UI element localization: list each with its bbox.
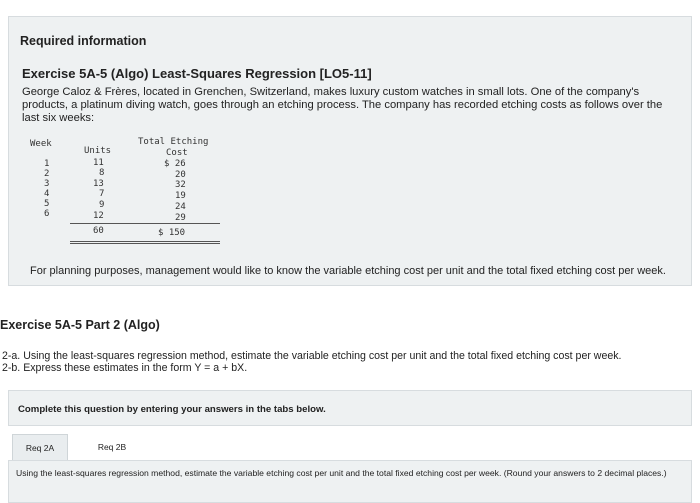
intro-paragraph: George Caloz & Frères, located in Grenchen, Switzerland, makes luxury custom watches in small lots. One of the company's products, a platinum diving watch, goes through an etching process. The company has recorded etching costs as follows over the last six weeks: xyxy=(22,86,663,124)
units-cell: 8 xyxy=(99,168,105,178)
total-units: 60 xyxy=(93,226,104,236)
week-cell: 4 xyxy=(44,189,50,199)
question-2b: 2-b. Express these estimates in the form Y = a + bX. xyxy=(2,362,248,374)
answer-prompt: Using the least-squares regression method, estimate the variable etching cost per unit and the total fixed etching cost per week. (Round your answers to 2 decimal places.) xyxy=(16,468,667,478)
total-cost: $ 150 xyxy=(158,228,186,238)
cost-cell: 20 xyxy=(175,170,186,180)
cost-cell: 24 xyxy=(175,202,186,212)
cost-cell: 19 xyxy=(175,191,186,201)
units-cell: 11 xyxy=(93,158,104,168)
col-cost-header-1: Total Etching xyxy=(138,137,209,147)
tab-req-2a[interactable]: Req 2A xyxy=(12,434,68,460)
part2-title: Exercise 5A-5 Part 2 (Algo) xyxy=(0,318,160,332)
cost-cell: 29 xyxy=(175,213,186,223)
week-cell: 3 xyxy=(44,179,50,189)
required-info-heading: Required information xyxy=(20,34,147,48)
instructions-text: Complete this question by entering your answers in the tabs below. xyxy=(18,404,326,415)
col-week-header: Week xyxy=(30,139,52,149)
units-cell: 7 xyxy=(99,189,105,199)
exercise-title: Exercise 5A-5 (Algo) Least-Squares Regression [LO5-11] xyxy=(22,66,372,81)
answer-panel xyxy=(8,460,692,503)
units-cell: 13 xyxy=(93,179,104,189)
week-cell: 5 xyxy=(44,199,50,209)
cost-cell: $ 26 xyxy=(164,159,186,169)
question-2a: 2-a. Using the least-squares regression method, estimate the variable etching cost per unit and the total fixed etching cost per week. xyxy=(2,350,622,362)
units-cell: 12 xyxy=(93,211,104,221)
cost-cell: 32 xyxy=(175,180,186,190)
units-cell: 9 xyxy=(99,200,105,210)
col-cost-header-2: Cost xyxy=(166,148,188,158)
planning-text: For planning purposes, management would like to know the variable etching cost per unit and the total fixed etching cost per week. xyxy=(30,265,666,277)
week-cell: 1 xyxy=(44,159,50,169)
week-cell: 2 xyxy=(44,169,50,179)
subtotal-rule xyxy=(70,223,220,224)
total-rule-2 xyxy=(70,243,220,244)
part2-questions xyxy=(2,350,692,374)
total-rule-1 xyxy=(70,241,220,242)
tab-req-2b[interactable]: Req 2B xyxy=(82,434,142,460)
col-units-header: Units xyxy=(84,146,112,156)
week-cell: 6 xyxy=(44,209,50,219)
